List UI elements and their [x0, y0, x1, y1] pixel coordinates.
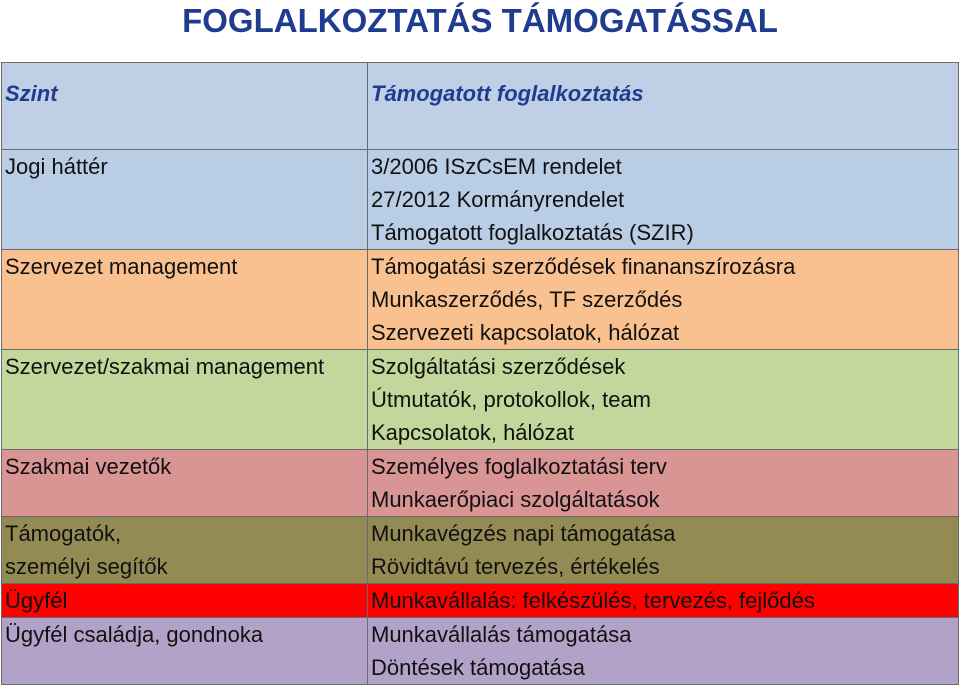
level-cell — [2, 517, 368, 584]
content-cell-line: Szervezeti kapcsolatok, hálózat — [371, 320, 680, 345]
level-cell-line: Ügyfél — [5, 588, 68, 613]
table-header-row — [2, 63, 959, 150]
level-cell — [2, 250, 368, 350]
level-cell — [2, 450, 368, 517]
level-cell-line: Támogatók, — [5, 521, 122, 546]
support-levels-table — [1, 62, 959, 685]
content-cell-line: Személyes foglalkoztatási terv — [371, 454, 667, 479]
content-cell — [368, 450, 959, 517]
content-cell-line: Támogatott foglalkoztatás (SZIR) — [371, 220, 694, 245]
level-cell-line: Szervezet/szakmai management — [5, 354, 325, 379]
header-cell-content — [368, 63, 959, 150]
content-cell — [368, 150, 959, 250]
content-cell-line: Kapcsolatok, hálózat — [371, 420, 575, 445]
content-cell-line: Munkavállalás támogatása — [371, 622, 632, 647]
content-cell — [368, 517, 959, 584]
header-level-label: Szint — [5, 81, 58, 106]
content-cell-line: Támogatási szerződések finananszírozásra — [371, 254, 796, 279]
content-cell-line: Útmutatók, protokollok, team — [371, 387, 652, 412]
level-cell — [2, 150, 368, 250]
content-cell — [368, 350, 959, 450]
content-cell-line: 27/2012 Kormányrendelet — [371, 187, 625, 212]
content-cell-line: Döntések támogatása — [371, 655, 586, 680]
level-cell-line: Ügyfél családja, gondnoka — [5, 622, 264, 647]
level-cell — [2, 350, 368, 450]
content-cell-line: Munkaszerződés, TF szerződés — [371, 287, 683, 312]
content-cell-line: Szolgáltatási szerződések — [371, 354, 626, 379]
content-cell — [368, 618, 959, 685]
page-title: FOGLALKOZTATÁS TÁMOGATÁSSAL — [182, 2, 778, 39]
header-cell-level — [2, 63, 368, 150]
content-cell — [368, 584, 959, 618]
table-row — [2, 150, 959, 250]
table-row — [2, 584, 959, 618]
table-row — [2, 350, 959, 450]
level-cell — [2, 584, 368, 618]
level-cell — [2, 618, 368, 685]
table-row — [2, 517, 959, 584]
table-row — [2, 618, 959, 685]
content-cell-line: 3/2006 ISzCsEM rendelet — [371, 154, 622, 179]
header-content-label: Támogatott foglalkoztatás — [371, 81, 644, 106]
level-cell-line: Szervezet management — [5, 254, 238, 279]
content-cell-line: Munkavégzés napi támogatása — [371, 521, 676, 546]
content-cell — [368, 250, 959, 350]
table-row — [2, 250, 959, 350]
level-cell-line: Jogi háttér — [5, 154, 108, 179]
content-cell-line: Munkavállalás: felkészülés, tervezés, fejlődés — [371, 588, 815, 613]
level-cell-line: Szakmai vezetők — [5, 454, 172, 479]
level-cell-line: személyi segítők — [5, 554, 168, 579]
content-cell-line: Munkaerőpiaci szolgáltatások — [371, 487, 660, 512]
table-row — [2, 450, 959, 517]
content-cell-line: Rövidtávú tervezés, értékelés — [371, 554, 660, 579]
